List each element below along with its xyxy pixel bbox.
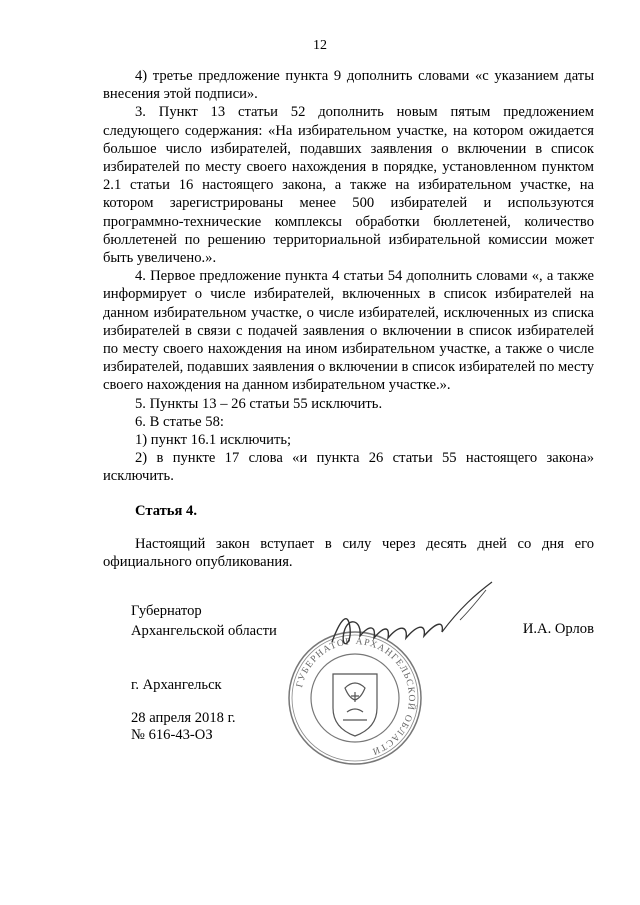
paragraph: 2) в пункте 17 слова «и пункта 26 статьи 55 настоящего закона» исключить. xyxy=(103,450,594,485)
entry-into-force xyxy=(103,535,594,571)
place-of-signing: г. Архангельск xyxy=(131,677,222,693)
amendments-body xyxy=(103,67,594,486)
paragraph: 4) третье предложение пункта 9 дополнить словами «с указанием даты внесения этой подписи». xyxy=(103,68,594,103)
law-number: № 616-43-ОЗ xyxy=(131,727,213,743)
signer-title-line: Архангельской области xyxy=(131,622,277,639)
paragraph: 6. В статье 58: xyxy=(135,413,224,430)
handwritten-signature xyxy=(310,580,510,660)
paragraph: 3. Пункт 13 статьи 52 дополнить новым пятым предложением следующего содержания: «На избирательном участке, на котором ожидается большое число избирателей, подавших заявления о включении в список избирателей по месту своего нахождения в порядке, установленном пунктом 2.1 статьи 16 настоящего закона, а также на избирательном участке, на котором зарегистрированы менее 500 избирателей и используются программно-технические комплексы обработки бюллетеней, количество бюллетеней по решению территориальной избирательной комиссии может быть увеличено.». xyxy=(103,104,594,267)
article-heading: Статья 4. xyxy=(135,503,197,519)
seal-text: ГУБЕРНАТОР АРХАНГЕЛЬСКОЙ ОБЛАСТИ xyxy=(295,636,417,757)
signing-date: 28 апреля 2018 г. xyxy=(131,710,236,726)
final-paragraph: Настоящий закон вступает в силу через десять дней со дня его официального опубликования. xyxy=(103,536,594,571)
signer-name: И.А. Орлов xyxy=(522,621,594,637)
paragraph: 1) пункт 16.1 исключить; xyxy=(135,432,292,449)
coat-of-arms-icon xyxy=(333,674,377,736)
paragraph: 4. Первое предложение пункта 4 статьи 54 дополнить словами «, а также информирует о числе избирателей, включенных в список избирателей на данном избирательном участке, о числе избирателей, исключенных из списка избирателей в связи с подачей заявления о включении в список избирателей по месту своего нахождения на ином избирательном участке, а также о числе избирателей, подавших заявления о включении в список избирателей по месту своего нахождения на данном избирательном участке.». xyxy=(103,268,594,394)
signer-title xyxy=(131,602,277,641)
page-number: 12 xyxy=(313,38,327,53)
paragraph: 5. Пункты 13 – 26 статьи 55 исключить. xyxy=(135,395,383,412)
signer-title-line: Губернатор xyxy=(131,603,202,619)
